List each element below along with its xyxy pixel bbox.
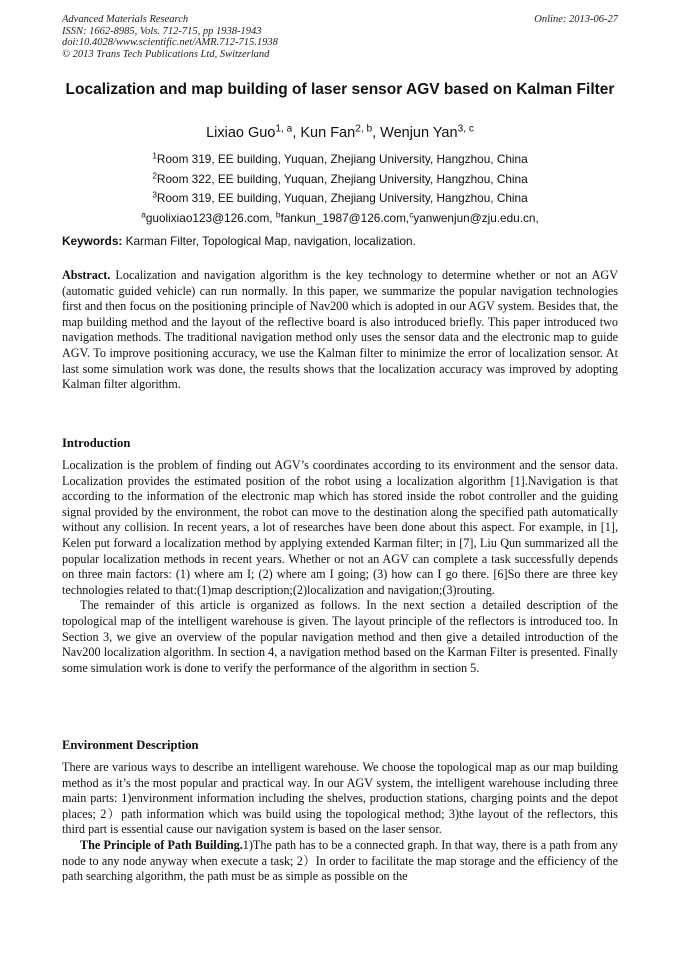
author-list: Lixiao Guo$^{1, a}$, Kun Fan$^{2, b}$, Wenjun Yan$^{3, c}$ <box>206 123 474 141</box>
paragraph: There are various ways to describe an intelligent warehouse. We choose the topological map as our map building method as it’s the most popular and practical way. In our AGV system, the intelligent warehouse including three main parts: 1)environment information including the shelves, production stations, charging points and the depot places; 2）path information which was build using the topological method; 3)the layout of the reflectors, this third part is essential cause our navigation system is based on the laser sensor. <box>62 760 618 837</box>
email-link[interactable]: fankun_1987@126.com, <box>280 210 410 225</box>
author-name: Kun Fan <box>300 125 356 141</box>
author-name: Lixiao Guo <box>206 125 276 141</box>
issn-line: ISSN: 1662-8985, Vols. 712-715, pp 1938-1943 <box>62 25 262 37</box>
introduction-body <box>62 458 618 676</box>
author-sup: 1, a <box>275 123 293 135</box>
keywords-label: Keywords: <box>62 234 123 248</box>
abstract-text: Localization and navigation algorithm is the key technology to determine whether or not an AGV (automatic guided vehicle) can run normally. In this paper, we summarize the popular navigation technologies first and then focus on the positioning principle of Nav200 which is adopted in our AGV system. Besides that, the map building method and the layout of the reflective board is also introduced briefly. This paper introduced two navigation methods. The traditional navigation method only uses the sensor data and the electronic map to guide AGV. To improve positioning accuracy, we use the Kalman filter to minimize the error of localization sensor. At last some simulation work was done, the results shows that the localization accuracy was improved by adopting Kalman filter algorithm. <box>62 268 619 392</box>
affiliation-line <box>62 150 618 170</box>
affiliation-line <box>62 189 618 209</box>
copyright-line: © 2013 Trans Tech Publications Ltd, Switzerland <box>62 48 270 60</box>
paragraph-text: 1)The path has to be a connected graph. In that way, there is a path from any node to any node anyway when execute a task; 2）In order to facilitate the map storage and the efficiency of the path searching algorithm, the path must be as simple as possible on the <box>62 837 618 884</box>
email-sup: a <box>141 209 146 219</box>
journal-header <box>62 14 618 60</box>
doi-line: doi:10.4028/www.scientific.net/AMR.712-715.1938 <box>62 37 278 48</box>
affiliation-sup: 1 <box>152 151 157 161</box>
subheading-path-building: The Principle of Path Building. <box>80 837 243 852</box>
affiliation-text: Room 319, EE building, Yuquan, Zhejiang University, Hangzhou, China <box>156 152 528 166</box>
author-name: Wenjun Yan <box>380 125 458 141</box>
keywords-text: Karman Filter, Topological Map, navigation, localization. <box>125 234 416 248</box>
email-link[interactable]: yanwenjun@zju.edu.cn, <box>413 210 539 225</box>
email-line <box>62 209 618 229</box>
email-sup: c <box>409 209 414 219</box>
keywords <box>62 234 618 249</box>
affiliations <box>62 150 618 228</box>
paragraph <box>62 838 618 885</box>
introduction-heading: Introduction <box>62 436 131 450</box>
journal-name: Advanced Materials Research <box>62 14 189 25</box>
affiliation-line <box>62 170 618 190</box>
author-sup: 2, b <box>355 123 373 135</box>
affiliation-text: Room 322, EE building, Yuquan, Zhejiang University, Hangzhou, China <box>156 171 528 186</box>
affiliation-text: Room 319, EE building, Yuquan, Zhejiang University, Hangzhou, China <box>156 191 528 205</box>
environment-body <box>62 760 618 885</box>
paragraph: The remainder of this article is organized as follows. In the next section a detailed description of the topological map of the intelligent warehouse is given. The layout principle of the reflectors is introduced too. In Section 3, we give an overview of the popular navigation method and then give a detailed introduction of the Nav200 localization algorithm. In section 4, a navigation method based on the Karman Filter is presented. Finally some simulation work is done to verify the performance of the algorithm in section 5. <box>62 598 618 675</box>
abstract-label: Abstract. <box>62 268 111 282</box>
author-sup: 3, c <box>457 123 474 135</box>
email-link[interactable]: guolixiao123@126.com, <box>145 210 276 225</box>
environment-heading: Environment Description <box>62 738 199 752</box>
affiliation-sup: 3 <box>152 190 157 200</box>
online-date: Online: 2013-06-27 <box>534 14 618 25</box>
paragraph: Localization is the problem of finding out AGV’s coordinates according to its environment and the sensor data. Localization provides the estimated position of the robot using a localization algorithm [1].Navigation is that according to the information of the electronic map which has stored inside the robot controller and the guiding signal provided by the environment, the robot can move to the destination along the specified path automatically without any collision. In recent years, a lot of researches have been done about this aspect. For example, in [1], Kelen put forward a localization method by applying extended Karman filter; in [7], Liu Qun summarized all the popular localization methods in recent years. Whether or not an AGV can complete a task successfully depends on three main factors: (1) where am I; (2) where am I going; (3) how can I go there. [6]So there are three key technologies related to that:(1)map description;(2)localization and navigation;(3)routing. <box>62 458 618 597</box>
affiliation-sup: 2 <box>152 170 157 180</box>
email-sup: b <box>275 209 281 219</box>
abstract <box>62 268 618 393</box>
paper-title: Localization and map building of laser sensor AGV based on Kalman Filter <box>65 81 615 98</box>
